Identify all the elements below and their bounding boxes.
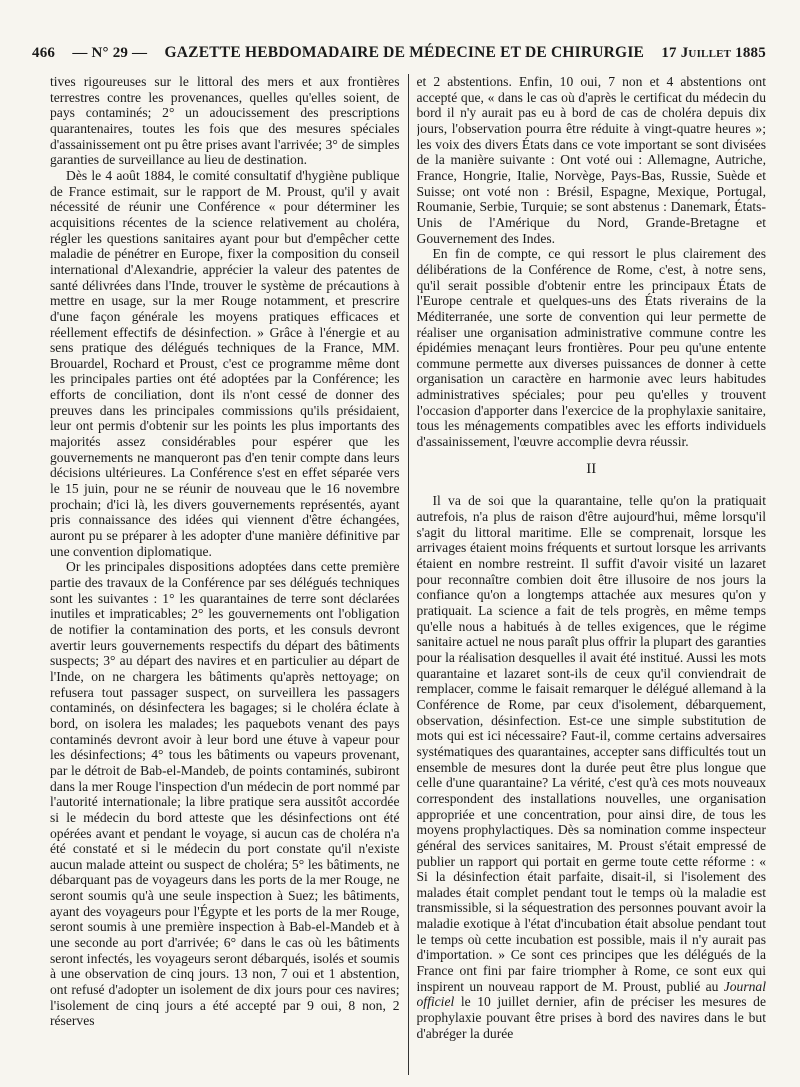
left-paragraph-3: Or les principales dispositions adoptées dans cette première partie des travaux de la Conférence par ses délégués techniques sont les suivantes : 1° les quarantaines de terre sont déclarées inutiles et impraticables; 2° les gouvernements ont l'obligation de notifier la contamination des ports, et les consuls devront avertir leurs gouvernements respectifs du départ des bâtiments suspects; 3° au départ des navires et en particulier au départ de l'Inde, on ne chargera les bâtiments qu'après nettoyage; on refusera tout passager suspect, on surveillera les passagers contaminés, on désinfectera les bagages; si le choléra éclate à bord, on isolera les malades; les paquebots venant des pays contaminés devront avoir à leur bord une étuve à vapeur pour les désinfections; 4° tous les bâtiments ou vapeurs provenant, par le détroit de Bab-el-Mandeb, de points contaminés, subiront dans la mer Rouge l'inspection d'un médecin de port nommé par l'autorité internationale; la libre pratique sera aussitôt accordée si le médecin du bord atteste que les désinfections ont été opérées avant et pendant le voyage, si aucun cas de choléra n'a été constaté et si le médecin du port constate qu'il n'existe aucun malade atteint ou suspect de choléra; 5° les bâtiments, ne débarquant pas de voyageurs dans les ports de la mer Rouge, ne seront soumis qu'à une seule inspection à Suez; les bâtiments, ayant des voyageurs pour l'Égypte et les ports de la mer Rouge, seront soumis à une première inspection à Bab-el-Mandeb et à une seconde au port d'arrivée; 6° dans le cas où les bâtiments seront infectés, les voyageurs seront débarqués, isolés et soumis à une observation de cinq jours. 13 non, 7 oui et 1 abstention, ont refusé d'adopter un isolement de dix jours pour ces navires; l'isolement de cinq jours a été accepté par 9 oui, 8 non, 2 réserves [50, 559, 400, 1029]
running-header [32, 44, 766, 62]
journal-title: GAZETTE HEBDOMADAIRE DE MÉDECINE ET DE CHIRURGIE [164, 44, 645, 61]
right-paragraph-3-part-a: Il va de soi que la quarantaine, telle qu'on la pratiquait autrefois, n'a plus de raison d'être aujourd'hui, même lorsqu'il s'agit du littoral maritime. Elle se comprenait, lorsque les arrivages étaient moins fréquents et surtout lorsque les arrivants étaient en nombre restreint. Il suffit d'avoir visité un lazaret pour reconnaître combien doit être illusoire de nos jours la confiance qu'on a longtemps attachée aux mesures qu'on y pratiquait. La science a fait de tels progrès, en même temps qu'elle nous a habitués à de telles exigences, que le régime sanitaire actuel ne nous paraît plus offrir la plupart des garanties pour la réalisation desquelles il avait été institué. Aussi les mots quarantaine et lazaret sont-ils de ceux qu'il conviendrait de remplacer, comme le faisait remarquer le délégué allemand à la Conférence de Rome, par ceux d'isolement, débarquement, observation, désinfection. Est-ce une simple substitution de mots qui est ici nécessaire? Faut-il, comme certains adversaires systématiques des quarantaines, accepter sans difficultés tout un ensemble de mesures dont la durée peut être plus longue que celle d'une quarantaine? La vérité, c'est qu'à ces mots nouveaux correspondent des installations nouvelles, une organisation appropriée et une concentration, pour ainsi dire, de tous les moyens prophylactiques. Dès sa nomination comme inspecteur général des services sanitaires, M. Proust s'était empressé de publier un rapport qui portait en germe toute cette réforme : « Si la désinfection était parfaite, disait-il, si l'isolement des malades était complet pendant tout le temps où la maladie est transmissible, si la séquestration des personnes pouvant avoir la maladie exotique à l'état d'incubation était absolue pendant tout le temps où cette incubation est possible, mais il n'y aurait pas d'importation. » Ce sont ces principes que les délégués de la France ont fini par faire triompher à Rome, ce sont eux qui inspirent un nouveau rapport de M. Proust, publié au [416, 493, 766, 994]
left-column [50, 74, 400, 1075]
date-day: 17 [661, 45, 677, 61]
right-paragraph-1: et 2 abstentions. Enfin, 10 oui, 7 non et 4 abstentions ont accepté que, « dans le cas où d'après le certificat du médecin du bord il n'y aurait pas eu à bord de cas de choléra depuis dix jours, l'observation pourra être réduite à vingt-quatre heures »; les voix des divers États dans ce vote important se sont divisées de la manière suivante : Ont voté oui : Allemagne, Autriche, France, Hongrie, Italie, Norvège, Pays-Bas, Russie, Suède et Suisse; ont voté non : Brésil, Espagne, Mexique, Portugal, Roumanie, Serbie, Turquie; se sont abstenus : Danemark, États-Unis de l'Amérique du Nord, Grande-Bretagne et Gouvernement des Indes. [416, 74, 766, 246]
date-year: 1885 [735, 45, 766, 61]
issue-date [661, 45, 766, 62]
left-paragraph-2: Dès le 4 août 1884, le comité consultatif d'hygiène publique de France estimait, sur le rapport de M. Proust, qu'il y avait nécessité de réunir une Conférence « pour déterminer les acquisitions récentes de la science relativement au choléra, régler les questions sanitaires ayant pour but d'empêcher cette maladie de pénétrer en Europe, fixer la composition du conseil international d'Alexandrie, apprécier la valeur des patentes de santé délivrées dans l'Inde, trouver le système de précautions à mettre en usage, sur la mer Rouge notamment, et prescrire d'une façon générale les moyens pratiques efficaces et réellement effectifs de désinfection. » Grâce à l'énergie et au sens pratique des délégués techniques de la France, MM. Brouardel, Rochard et Proust, c'est ce programme même dont les principales parties ont été adoptées par la Conférence; les efforts de conciliation, dont ils n'ont cessé de donner des preuves dans les principales commissions qu'ils présidaient, leur ont permis d'obtenir sur les points les plus importants des majorités assez considérables pour espérer que les gouvernements ne manqueront pas d'en tenir compte dans leurs décisions ultérieures. La Conférence s'est en effet séparée vers le 15 juin, pour ne se réunir de nouveau que le 16 novembre prochain; d'ici là, les divers gouvernements représentés, ayant pris connaissance des idées qui viennent d'être échangées, auront pu se préparer à les adopter d'une manière définitive par une convention diplomatique. [50, 167, 400, 559]
date-month: Juillet [680, 45, 732, 61]
journal-officiel-title: Journal officiel [416, 978, 766, 1010]
right-paragraph-2: En fin de compte, ce qui ressort le plus clairement des délibérations de la Conférence de Rome, c'est, à notre sens, qu'il serait possible d'obtenir entre les principaux États de l'Europe centrale et quelques-uns des États riverains de la Méditerranée, une sorte de convention qui leur permette de réaliser une organisation administrative commune contre les épidémies menaçant leurs frontières. Pour peu qu'une entente commune permette aux diverses puissances de donner à cette organisation un caractère en harmonie avec leurs habitudes administratives spéciales; pour peu qu'elles y trouvent l'occasion d'apporter dans l'exercice de la prophylaxie sanitaire, tous les ménagements compatibles avec les efforts individuels d'assainissement, l'œuvre accomplie devra réussir. [416, 246, 766, 450]
page-number: 466 [32, 45, 56, 61]
left-paragraph-1: tives rigoureuses sur le littoral des mers et aux frontières terrestres contre les provenances, quelles qu'elles soient, de pays contaminés; 2° un adoucissement des prescriptions quarantenaires, toutes les fois que des mesures spéciales d'assainissement ont pu être prises avant l'arrivée; 3° de simples garanties de surveillance au lieu de destination. [50, 74, 400, 168]
right-paragraph-3-part-b: le 10 juillet dernier, afin de préciser les mesures de prophylaxie pouvant être prises à bord des navires dans le but d'abréger la durée [416, 994, 766, 1041]
right-paragraph-3 [417, 493, 767, 1041]
two-column-body [50, 74, 766, 1075]
right-column [417, 74, 767, 1075]
section-heading: II [586, 460, 597, 477]
issue-number: — N° 29 — [72, 45, 148, 61]
column-divider [408, 74, 409, 1075]
